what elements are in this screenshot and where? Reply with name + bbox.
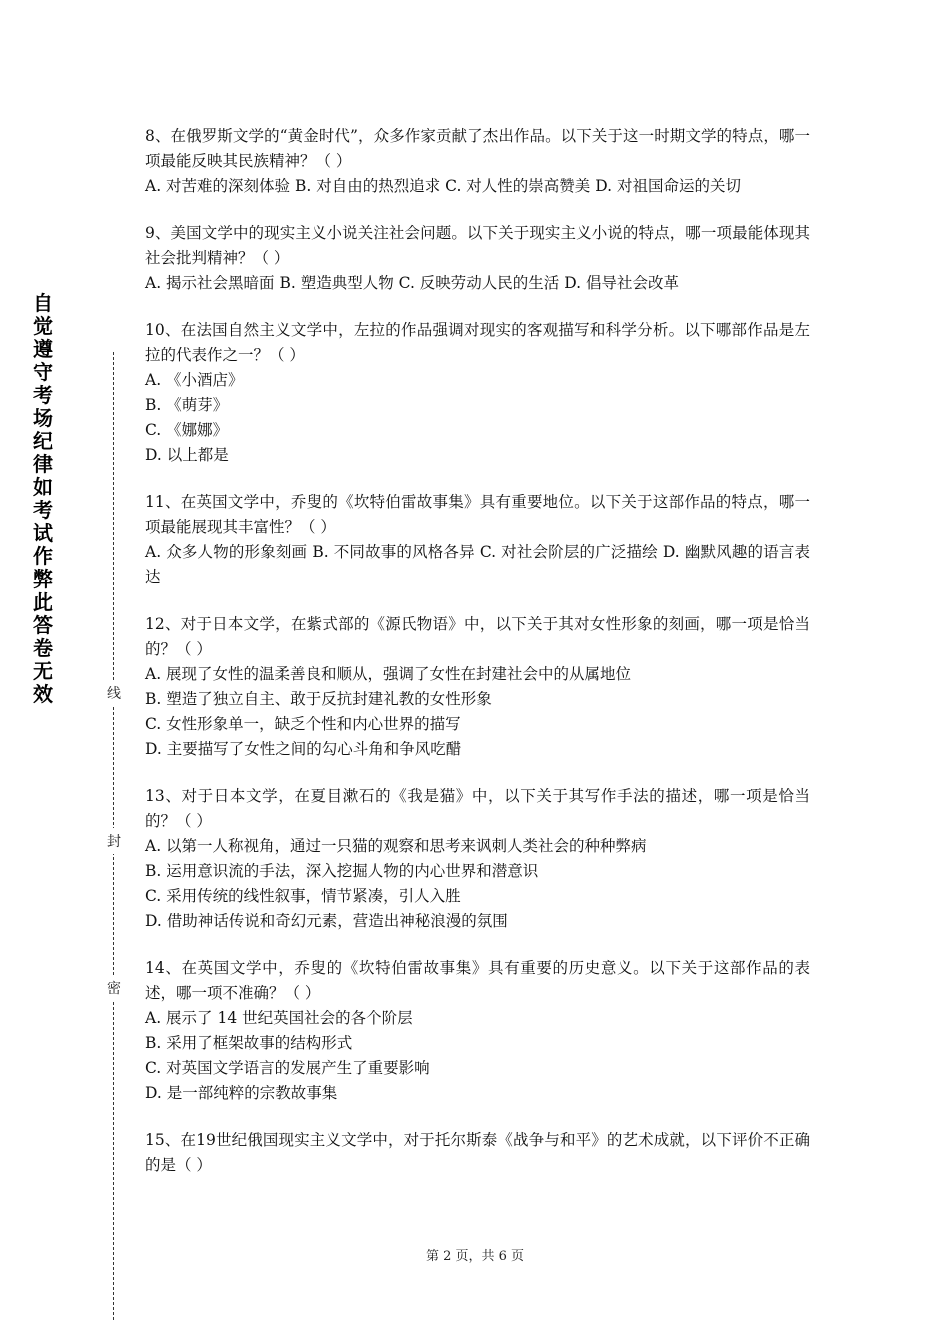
seal-secret-char: 密 [105, 975, 123, 1001]
option-b: B. 采用了框架故事的结构形式 [145, 1034, 353, 1052]
question-13 [145, 784, 810, 934]
question-stem: 11、在英国文学中，乔叟的《坎特伯雷故事集》具有重要地位。以下关于这部作品的特点，哪一项最能展现其丰富性？（ ） [145, 493, 810, 536]
option-c: C. 女性形象单一，缺乏个性和内心世界的描写 [145, 715, 461, 733]
question-11 [145, 490, 810, 590]
option-c: C. 采用传统的线性叙事，情节紧凑，引人入胜 [145, 887, 461, 905]
question-stem: 9、美国文学中的现实主义小说关注社会问题。以下关于现实主义小说的特点，哪一项最能体现其社会批判精神？（ ） [145, 224, 810, 267]
question-15 [145, 1128, 810, 1178]
questions-section [145, 124, 810, 1200]
option-b: B. 运用意识流的手法，深入挖掘人物的内心世界和潜意识 [145, 862, 539, 880]
option-a: A. 以第一人称视角，通过一只猫的观察和思考来讽刺人类社会的种种弊病 [145, 837, 647, 855]
option-d: D. 借助神话传说和奇幻元素，营造出神秘浪漫的氛围 [145, 912, 508, 930]
option-b: B. 塑造了独立自主、敢于反抗封建礼教的女性形象 [145, 690, 492, 708]
option-a: A. 《小酒店》 [145, 371, 244, 389]
question-10 [145, 318, 810, 468]
page-number: 第 2 页，共 6 页 [425, 1249, 525, 1264]
option-d: D. 是一部纯粹的宗教故事集 [145, 1084, 338, 1102]
question-stem: 12、对于日本文学，在紫式部的《源氏物语》中，以下关于其对女性形象的刻画，哪一项是恰当的？（ ） [145, 615, 810, 658]
option-c: C. 《娜娜》 [145, 421, 229, 439]
question-9 [145, 221, 810, 296]
seal-line-char: 线 [105, 680, 123, 706]
option-d: D. 以上都是 [145, 446, 229, 464]
question-stem: 8、在俄罗斯文学的“黄金时代”，众多作家贡献了杰出作品。以下关于这一时期文学的特点，哪一项最能反映其民族精神？（ ） [145, 127, 810, 170]
question-options: A. 揭示社会黑暗面 B. 塑造典型人物 C. 反映劳动人民的生活 D. 倡导社会改革 [145, 274, 679, 292]
option-a: A. 展现了女性的温柔善良和顺从，强调了女性在封建社会中的从属地位 [145, 665, 632, 683]
option-a: A. 展示了 14 世纪英国社会的各个阶层 [145, 1009, 413, 1027]
option-c: C. 对英国文学语言的发展产生了重要影响 [145, 1059, 430, 1077]
question-stem: 10、在法国自然主义文学中，左拉的作品强调对现实的客观描写和科学分析。以下哪部作品是左拉的代表作之一？（ ） [145, 321, 810, 364]
option-b: B. 《萌芽》 [145, 396, 229, 414]
question-14 [145, 956, 810, 1106]
question-stem: 13、对于日本文学，在夏目漱石的《我是猫》中，以下关于其写作手法的描述，哪一项是恰当的？（ ） [145, 787, 810, 830]
question-options: A. 对苦难的深刻体验 B. 对自由的热烈追求 C. 对人性的崇高赞美 D. 对祖国命运的关切 [145, 177, 741, 195]
question-options: A. 众多人物的形象刻画 B. 不同故事的风格各异 C. 对社会阶层的广泛描绘 D. 幽默风趣的语言表达 [145, 543, 810, 586]
question-12 [145, 612, 810, 762]
exam-discipline-notice: 自觉遵守考场纪律如考试作弊此答卷无效 [33, 291, 53, 706]
question-stem: 14、在英国文学中，乔叟的《坎特伯雷故事集》具有重要的历史意义。以下关于这部作品的表述，哪一项不准确？（ ） [145, 959, 810, 1002]
option-d: D. 主要描写了女性之间的勾心斗角和争风吃醋 [145, 740, 462, 758]
question-stem: 15、在19世纪俄国现实主义文学中，对于托尔斯泰《战争与和平》的艺术成就，以下评价不正确的是（ ） [145, 1131, 810, 1174]
question-8 [145, 124, 810, 199]
seal-seal-char: 封 [105, 828, 123, 854]
